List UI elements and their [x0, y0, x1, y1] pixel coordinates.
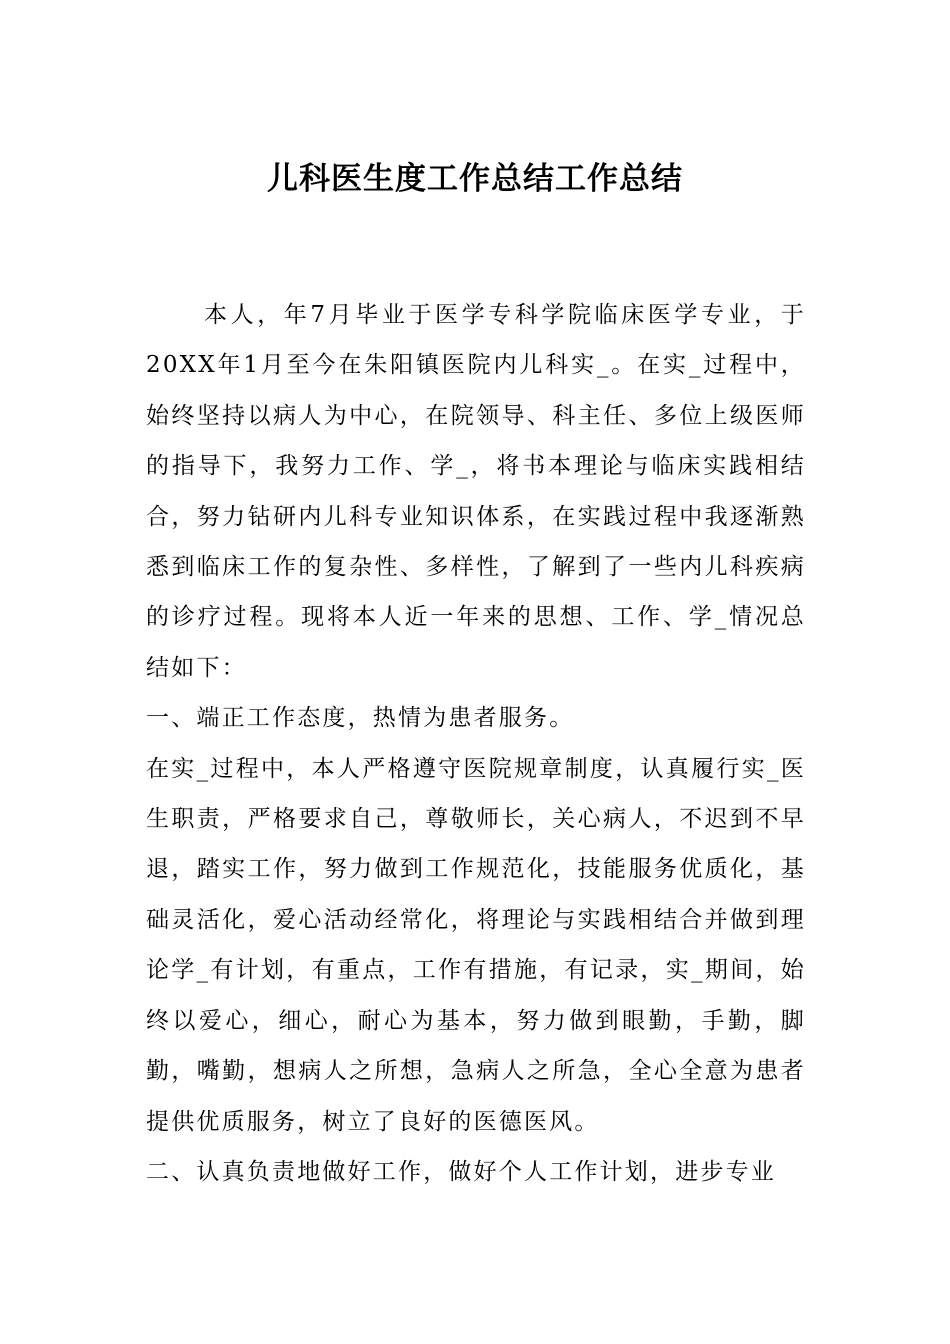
document-body: [146, 290, 806, 1197]
document-title: 儿科医生度工作总结工作总结: [267, 161, 683, 197]
section-heading-1: 一、端正工作态度，热情为患者服务。: [146, 705, 575, 732]
paragraph-section-1: 在实_过程中，本人严格遵守医院规章制度，认真履行实_医生职责，严格要求自己，尊敬师长，关心病人，不迟到不早退，踏实工作，努力做到工作规范化，技能服务优质化，基础灵活化，爱心活动经常化，将理论与实践相结合并做到理论学_有计划，有重点，工作有措施，有记录，实_期间，始终以爱心，细心，耐心为基本，努力做到眼勤，手勤，脚勤，嘴勤，想病人之所想，急病人之所急，全心全意为患者提供优质服务，树立了良好的医德医风。: [146, 755, 806, 1135]
section-heading-2: 二、认真负责地做好工作，做好个人工作计划，进步专业: [146, 1158, 776, 1185]
paragraph-intro: 本人，年7月毕业于医学专科学院临床医学专业，于20XX年1月至今在朱阳镇医院内儿科实_。在实_过程中，始终坚持以病人为中心，在院领导、科主任、多位上级医师的指导下，我努力工作、学_，将书本理论与临床实践相结合，努力钻研内儿科专业知识体系，在实践过程中我逐渐熟悉到临床工作的复杂性、多样性，了解到了一些内儿科疾病的诊疗过程。现将本人近一年来的思想、工作、学_情况总结如下：: [146, 302, 806, 681]
